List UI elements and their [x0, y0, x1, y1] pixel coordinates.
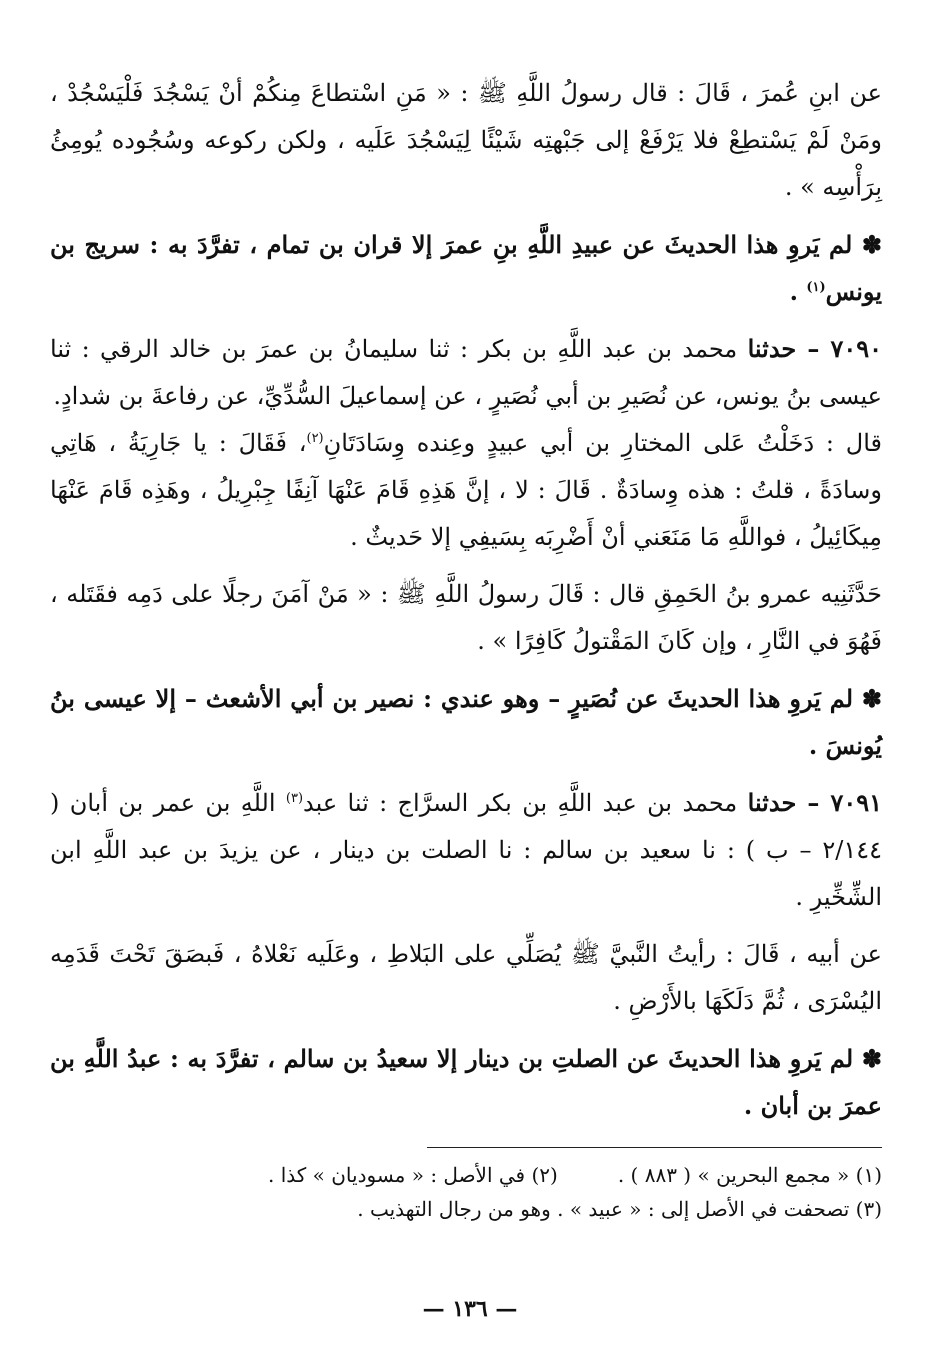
hadith-number-7090: ٧٠٩٠ – حدثنا: [747, 334, 882, 363]
hadith-text-2-part-b: ، فَقَالَ : يا جَارِيَةُ ، هَاتِي وسادَةً ، قلتُ : هذه وِسادَةٌ . قَالَ : لا ، إنَّ هَذِهِ قَامَ عَنْهَا آنِفًا جِبْرِيلُ ، وهَذِه قَامَ عَنْهَا مِيكَائِيلُ ، فواللَّهِ مَا مَنَعَني أنْ أَضْرِبَه بِسَيفِي إلا حَديثٌ .: [50, 429, 882, 551]
star-icon: ✽: [861, 230, 882, 259]
footnote-2: (٢) في الأصل : « مسوديان » كذا .: [268, 1163, 558, 1187]
isnad-7091: [50, 779, 882, 921]
hadith-text-2: [50, 420, 882, 561]
footnote-1: (١) « مجمع البحرين » ( ٨٨٣ ) .: [617, 1163, 882, 1187]
footnote-row-1: [50, 1158, 882, 1192]
commentary-2: [50, 675, 882, 769]
star-icon: ✽: [861, 1044, 882, 1073]
isnad-7091-part-b: اللَّهِ بن عمر بن أبان ( ٢/١٤٤ – ب ) : نا سعيد بن سالم : نا الصلت بن دينار ، عن يزيدَ بن عبد اللَّهِ ابن الشِّخِّيرِ .: [50, 789, 882, 911]
hadith-text-1: عن ابنِ عُمرَ ، قَالَ : قال رسولُ اللَّهِ ﷺ : « مَنِ اسْتطاعَ مِنكُمْ أنْ يَسْجُدَ فَلْيَسْجُدْ ، ومَنْ لَمْ يَسْتطِعْ فلا يَرْفَعْ إلى جَبْهتِه شَيْئًا لِيَسْجُدَ عَلَيه ، ولكن ركوعه وسُجُوده يُومِئُ بِرَأْسِه » .: [50, 79, 882, 201]
page-number: — ١٣٦ —: [422, 1296, 518, 1322]
footnote-divider: [427, 1147, 882, 1148]
commentary-3: [50, 1035, 882, 1129]
footnote-ref-1: (١): [806, 280, 826, 295]
star-icon: ✽: [861, 684, 882, 713]
footnote-3: (٣) تصحفت في الأصل إلى : « عبيد » . وهو من رجال التهذيب .: [357, 1197, 882, 1221]
isnad-7090: [50, 325, 882, 420]
hadith-text-4: عن أبيه ، قَالَ : رأيتُ النَّبيَّ ﷺ يُصَلِّي على البَلاطِ ، وعَلَيه نَعْلاهُ ، فَبصَقَ تَحْتَ قَدَمِه اليُسْرَى ، ثُمَّ دَلَكَهَا بالأَرْضِ .: [50, 940, 882, 1015]
commentary-1-text: لم يَروِ هذا الحديثَ عن عبيدِ اللَّهِ بنِ عمرَ إلا قران بن تمام ، تفرَّدَ به : سريج بن يونس: [50, 230, 882, 306]
isnad-7090-text: محمد بن عبد اللَّهِ بن بكر : ثنا سليمانُ بن عمرَ بن خالد الرقي : ثنا عيسى بنُ يونس، عن نُصَيرِ بن أبي نُصَيرٍ ، عن إسماعيلَ السُّدِّيِّ، عن رفاعةَ بن شدادٍ.: [50, 335, 882, 410]
footnote-ref-3: (٣): [285, 791, 304, 806]
hadith-number-7091: ٧٠٩١ – حدثنا: [747, 788, 883, 817]
isnad-7091-part-a: محمد بن عبد اللَّهِ بن بكر السرَّاج : ثنا عبد: [303, 789, 738, 817]
commentary-3-text: لم يَروِ هذا الحديثَ عن الصلتِ بن دينار إلا سعيدُ بن سالم ، تفرَّدَ به : عبدُ اللَّهِ بن عمرَ بن أبان .: [50, 1044, 882, 1120]
hadith-text-2-part-a: قال : دَخَلْتُ عَلى المختارِ بن أبي عبيدٍ وعِنده وِسَادَتَانِ: [323, 429, 882, 457]
hadith-text-3: حَدَّثَنِيه عمرو بنُ الحَمِقِ قال : قَالَ رسولُ اللَّهِ ﷺ : « مَنْ آمَنَ رجلًا على دَمِه فقَتَله ، فَهُوَ في النَّارِ ، وإن كَانَ المَقْتولُ كَافِرًا » .: [50, 580, 882, 655]
commentary-1: ✽ لم يَروِ هذا الحديثَ عن عبيدِ اللَّهِ بنِ عمرَ إلا قران بن تمام ، تفرَّدَ به : سريج بن يونس$^{(١)}$ .: [50, 230, 882, 306]
footnote-ref-2: (٢): [306, 431, 324, 446]
commentary-2-text: لم يَروِ هذا الحديثَ عن نُصَيرٍ – وهو عندي : نصير بن أبي الأشعث – إلا عيسى بنُ يُونسَ .: [50, 684, 882, 760]
